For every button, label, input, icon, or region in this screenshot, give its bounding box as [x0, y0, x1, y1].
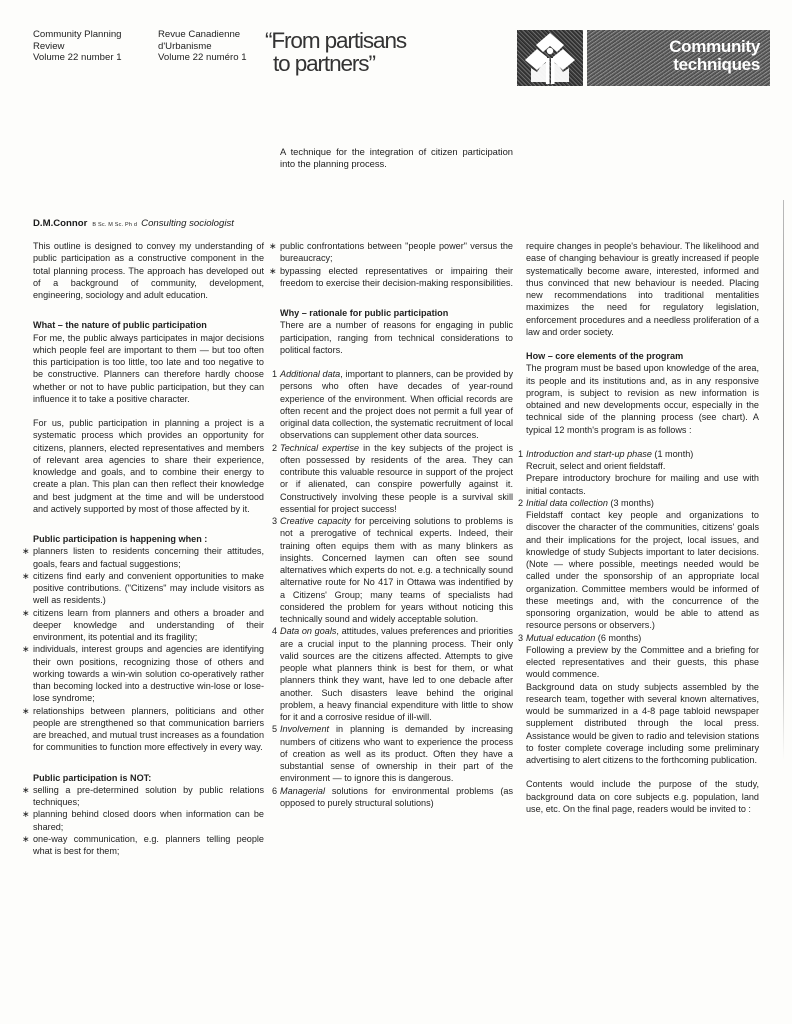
list-item: ∗ selling a pre-determined solution by public relations techniques; — [22, 784, 264, 807]
logo-text-band — [587, 30, 770, 86]
journal-name-fr-cont: d'Urbanisme — [158, 40, 212, 52]
reason-6-continued: require changes in people's behaviour. The likelihood and ease of changing behaviour is greatly increased if people systematically become aware, interested, informed and thus convinced that new behaviour is needed. Placing new recommendations into traditional mentalities maximizes the need for regulatory legislation, enforcement procedures and a needless proliferation of a law and order society. — [526, 241, 759, 337]
bullet-asterisk-icon: ∗ — [22, 705, 30, 716]
how-heading: How – core elements of the program — [526, 351, 684, 361]
column-1 — [22, 240, 264, 857]
reason-item: 4 Data on goals, attitudes, values preferences and priorities are a crucial input to the planning process. Their only valid sources are the citizens affected. Attempts to give people what planners think is best for them, or what planners think they want, have led to one debacle after another. Such disasters leave behind the original problem, a heavy financial expenditure with little to show for it and a corrosive residue of ill-will. — [272, 626, 513, 722]
journal-masthead-english — [33, 29, 122, 64]
phase-title: Initial data collection — [526, 497, 608, 508]
journal-masthead-french — [158, 29, 247, 64]
list-item: ∗ planners listen to residents concerning their attitudes, goals, fears and factual suggestions; — [22, 546, 264, 569]
reason-item: 3 Creative capacity for perceiving solutions to problems is not a prerogative of technical experts. Indeed, their training often equips them with as many blinkers as insights. Concerned laymen can often see sound alternatives which experts do not. e.g. a technically sound alternative route for No 417 in Ottawa was indentified by a Citizens' Group; many teams of specialists had considered the problem for years without noticing this technically sound and widely acceptable solution. — [272, 516, 514, 624]
contents-paragraph: Contents would include the purpose of the study, background data on core subjects e.g. population, land use, etc. On the final page, readers would be invited to : — [526, 779, 759, 814]
author-name: D.M.Connor — [33, 218, 88, 229]
bullet-asterisk-icon: ∗ — [22, 546, 30, 557]
happening-heading: Public participation is happening when : — [33, 534, 208, 544]
list-item: ∗ one-way communication, e.g. planners telling people what is best for them; — [22, 833, 264, 856]
list-item: ∗ public confrontations between "people power" versus the bureaucracy; — [269, 241, 513, 264]
journal-name-cont: Review — [33, 40, 65, 52]
author-credentials: B Sc. M Sc. Ph d — [92, 222, 138, 228]
byline — [33, 218, 234, 229]
journal-volume-fr: Volume 22 numéro 1 — [158, 52, 247, 63]
phase-duration: (1 month) — [651, 448, 694, 459]
person-diamond-logo-icon — [517, 30, 583, 86]
logo-text-line-2: techniques — [673, 55, 760, 74]
community-techniques-logo — [517, 30, 770, 86]
bullet-asterisk-icon: ∗ — [22, 833, 30, 844]
why-intro: There are a number of reasons for engaging in public participation, ranging from technical considerations to political factors. — [280, 320, 513, 355]
what-heading: What – the nature of public participation — [33, 320, 207, 331]
what-paragraph-1: For me, the public always participates in major decisions which people feel are important to them — but too often this participation is too little, too late and too negative to be constructive. Planners can therefore hardly choose whether or not to have public participation, but they can influence it to take a positive character. — [33, 332, 264, 404]
bullet-asterisk-icon: ∗ — [269, 265, 277, 276]
reason-item: 5 Involvement in planning is demanded by increasing numbers of citizens who want to experience the process of creation as well as its product. Often they have a substantial sense of ownership in their part of the environment — to ignore this is dangerous. — [272, 724, 513, 784]
list-item: ∗ planning behind closed doors when information can be shared; — [22, 809, 264, 832]
bullet-asterisk-icon: ∗ — [22, 607, 30, 618]
scan-edge-line — [783, 200, 784, 760]
bullet-asterisk-icon: ∗ — [22, 784, 30, 795]
list-item: ∗ citizens learn from planners and others a broader and deeper knowledge and understanding of their environment, its potential and its fragility; — [22, 607, 264, 642]
list-item: ∗ bypassing elected representatives or impairing their freedom to exercise their decision-making responsibilities. — [269, 265, 514, 288]
phase-title: Introduction and start-up phase — [526, 448, 652, 459]
not-heading: Public participation is NOT: — [33, 772, 152, 783]
journal-name-fr: Revue Canadienne — [158, 29, 241, 40]
title-line-1: “From partisans — [265, 28, 407, 53]
title-line-2: to partners” — [273, 51, 375, 76]
bullet-asterisk-icon: ∗ — [269, 241, 277, 251]
phase-title: Mutual education — [526, 632, 596, 643]
what-paragraph-2: For us, public participation in planning a project is a systematic process which provides an opportunity for citizens, planners, elected representatives and members of relevant area agencies to share their experience, knowledge and goals, and to combine their energy to create a plan. This plan can then reflect their knowledge and best judgment at the time and will be understood and actively supported by most of those affected by it. — [33, 418, 264, 514]
reason-item: 2 Technical expertise in the key subjects of the project is often possessed by residents of the area. They can contribute this valuable resource in support of the project or if alienated, can conspire powerfully against it. Constructively involving these people is a survival skill essential for project success! — [272, 442, 513, 514]
list-item: ∗ individuals, interest groups and agencies are identifying their own positions, recognizing those of others and working towards a win-win solution co-operatively rather than becoming locked into a destructive win-lose or lose-lose syndrome; — [22, 644, 264, 704]
bullet-asterisk-icon: ∗ — [22, 644, 30, 655]
article-subtitle: A technique for the integration of citizen participation into the planning process. — [280, 146, 513, 170]
author-role: Consulting sociologist — [141, 218, 234, 229]
list-item: ∗ citizens find early and convenient opportunities to make positive contributions. ("Citizens" may include visitors as well as residents.) — [22, 570, 264, 606]
intro-paragraph: This outline is designed to convey my understanding of public participation as a constructive component in the total planning process. The approach has developed out of a background of community, development, engineering, sociology and adult education. — [33, 241, 264, 300]
logo-text-line-1: Community — [669, 37, 760, 56]
bullet-asterisk-icon: ∗ — [22, 809, 30, 820]
journal-volume: Volume 22 number 1 — [33, 52, 122, 63]
bullet-asterisk-icon: ∗ — [22, 570, 30, 581]
reason-item: 6 Managerial solutions for environmental problems (as opposed to purely structural solutions) — [272, 785, 513, 808]
article-title — [265, 29, 406, 75]
phase-item: 2 Initial data collection (3 months) Fieldstaff contact key people and organizations to discover the character of the communities, citizens' goals and their implications for the project, local issues, and knowledge of study Subjects important to later decisions. (Note — where possible, meetings needed would be called under the sponsorship of an appropriate local organization. Committee members would be informed of these meetings and, with the concurrence of the sponsoring organization, would be able to attend as resource persons or observers.) — [518, 497, 759, 631]
phase-item: 1 Introduction and start-up phase (1 month) Recruit, select and orient fieldstaff. Prepare introductory brochure for mailing and use with initial contacts. — [518, 448, 759, 496]
why-heading: Why – rationale for public participation — [280, 308, 449, 318]
phase-duration: (6 months) — [595, 632, 642, 643]
journal-name: Community Planning — [33, 29, 122, 40]
list-item: ∗ relationships between planners, politicians and other people are strengthened so that communication barriers are breached, and mutual trust increases as a foundation for communities to function more effectively in every way. — [22, 705, 264, 753]
column-3 — [518, 240, 759, 815]
phase-duration: (3 months) — [607, 497, 654, 508]
reason-item: 1 Additional data, important to planners, can be provided by persons who often have decades of year-round experience of the environment. When official records are often recent and the project does not permit a full year of original data collection, the systematic recruitment of local observations can supplement other data sources. — [272, 369, 513, 441]
phase-item: 3 Mutual education (6 months) Following a preview by the Committee and a briefing for elected representatives and their guests, this phase would commence. Background data on study subjects assembled by the research team, together with several known alternatives, would be summarized in a 4-8 page tabloid newspaper supplement distributed through the local press. Assistance would be given to radio and television stations to foster complete coverage including some preliminary advertising to alert citizens to the forthcoming publication. — [518, 632, 759, 765]
column-2 — [269, 240, 514, 809]
how-intro: The program must be based upon knowledge of the area, its people and its institutions and, as in any responsive program, is subject to revision as new information is obtained and new developments occur, especially in the technical side of the planning process (see chart). A typical 12 month's program is as follows : — [526, 363, 759, 435]
